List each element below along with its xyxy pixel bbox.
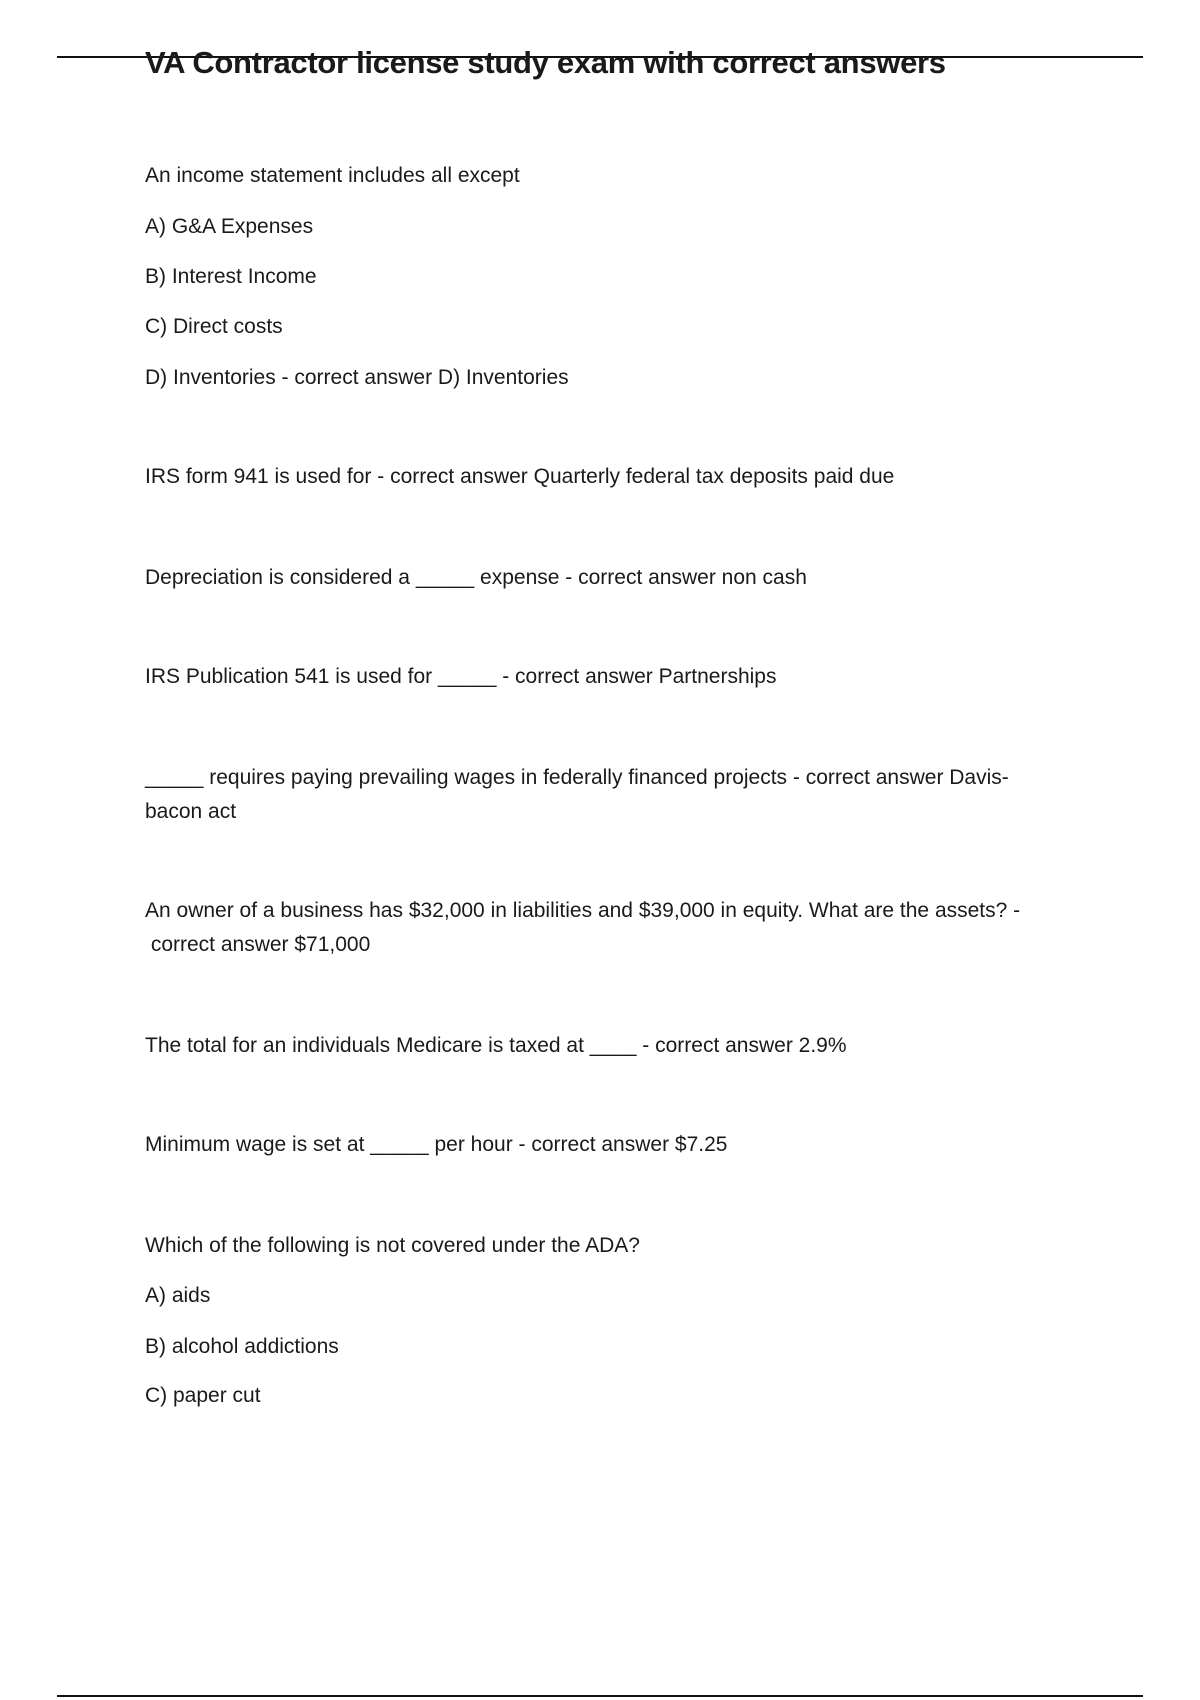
question-1-prompt: An income statement includes all except <box>145 164 520 187</box>
question-1-option-a: A) G&A Expenses <box>145 215 314 238</box>
question-5-line-1: _____ requires paying prevailing wages in federally financed projects - correct answer Davis- <box>145 766 1009 789</box>
document-title: VA Contractor license study exam with correct answers <box>145 45 946 80</box>
footer-rule <box>57 1695 1143 1697</box>
question-3-text: Depreciation is considered a _____ expense - correct answer non cash <box>145 566 807 589</box>
question-9-prompt: Which of the following is not covered under the ADA? <box>145 1234 640 1257</box>
question-6-line-2: correct answer $71,000 <box>145 933 371 956</box>
question-5-line-2: bacon act <box>145 800 237 823</box>
question-1-option-b: B) Interest Income <box>145 265 317 288</box>
question-6-line-1: An owner of a business has $32,000 in liabilities and $39,000 in equity. What are the assets? - <box>145 899 1021 922</box>
question-7-text: The total for an individuals Medicare is taxed at ____ - correct answer 2.9% <box>145 1034 847 1057</box>
question-2-text: IRS form 941 is used for - correct answer Quarterly federal tax deposits paid due <box>145 465 895 488</box>
question-1-option-d: D) Inventories - correct answer D) Inventories <box>145 366 569 389</box>
question-9-option-c: C) paper cut <box>145 1384 261 1407</box>
question-9-option-b: B) alcohol addictions <box>145 1335 339 1358</box>
question-1-option-c: C) Direct costs <box>145 315 283 338</box>
question-8-text: Minimum wage is set at _____ per hour - correct answer $7.25 <box>145 1133 728 1156</box>
question-9-option-a: A) aids <box>145 1284 211 1307</box>
question-4-text: IRS Publication 541 is used for _____ - correct answer Partnerships <box>145 665 777 688</box>
